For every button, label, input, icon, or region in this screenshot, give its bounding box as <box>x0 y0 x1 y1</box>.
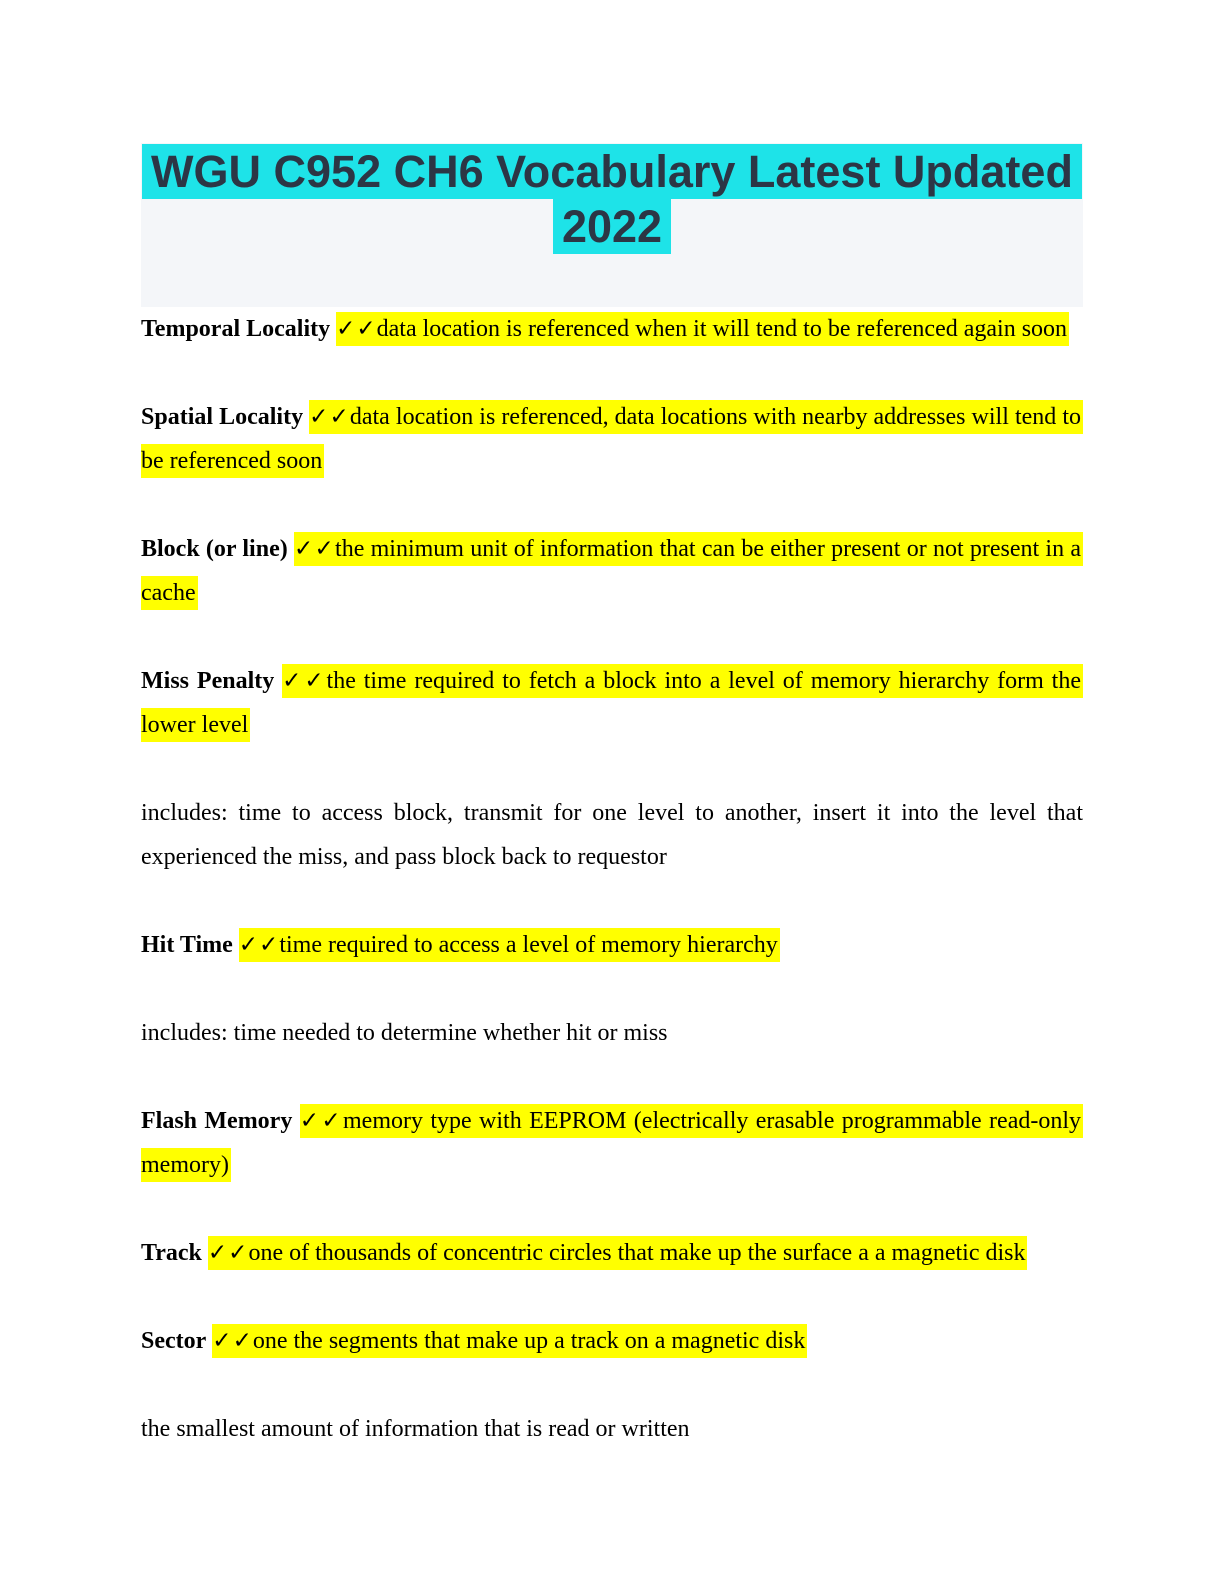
vocab-entry <box>141 659 1083 747</box>
note-paragraph <box>141 1011 1083 1055</box>
highlighted-definition <box>141 664 1083 742</box>
page-title <box>141 144 1083 254</box>
double-checkmark-icon: ✓✓ <box>309 404 350 430</box>
double-checkmark-icon: ✓✓ <box>293 536 336 562</box>
vocab-entry <box>141 395 1083 483</box>
definition-text: data location is referenced, data locations with nearby addresses will tend to be referenced soon <box>141 404 1082 474</box>
definition-text: time required to access a level of memory hierarchy <box>279 932 778 958</box>
note-text: includes: time to access block, transmit for one level to another, insert it into the level that experienced the miss, and pass block back to requestor <box>141 800 1083 870</box>
vocab-entry <box>141 1231 1083 1275</box>
definition-text: the time required to fetch a block into a level of memory hierarchy form the lower level <box>141 668 1082 738</box>
note-paragraph <box>141 791 1083 879</box>
double-checkmark-icon: ✓✓ <box>336 316 377 342</box>
vocab-term: Miss Penalty <box>141 668 275 694</box>
definition-text: one the segments that make up a track on a magnetic disk <box>252 1328 806 1354</box>
highlighted-definition <box>212 1324 807 1358</box>
vocab-entry <box>141 923 1083 967</box>
vocab-term: Track <box>141 1240 202 1266</box>
note-paragraph <box>141 1407 1083 1451</box>
vocab-term: Block (or line) <box>141 536 288 562</box>
double-checkmark-icon: ✓✓ <box>299 1108 344 1134</box>
vocab-entry <box>141 307 1083 351</box>
vocab-entry <box>141 1319 1083 1363</box>
note-text: includes: time needed to determine whether hit or miss <box>141 1020 668 1046</box>
definition-text: data location is referenced when it will tend to be referenced again soon <box>376 316 1068 342</box>
highlighted-definition <box>208 1236 1028 1270</box>
vocab-term: Flash Memory <box>141 1108 293 1134</box>
note-text: the smallest amount of information that is read or written <box>141 1416 690 1442</box>
vocab-entry <box>141 527 1083 615</box>
vocab-term: Sector <box>141 1328 207 1354</box>
double-checkmark-icon: ✓✓ <box>238 932 280 958</box>
vocab-term: Hit Time <box>141 932 233 958</box>
title-banner <box>141 143 1083 307</box>
page-title-highlight: WGU C952 CH6 Vocabulary Latest Updated 2022 <box>142 144 1082 254</box>
definition-text: memory type with EEPROM (electrically erasable programmable read-only memory) <box>141 1108 1082 1178</box>
vocab-term: Temporal Locality <box>141 316 331 342</box>
vocab-term: Spatial Locality <box>141 404 304 430</box>
vocabulary-list <box>141 307 1083 1451</box>
definition-text: the minimum unit of information that can be either present or not present in a cache <box>141 536 1082 606</box>
double-checkmark-icon: ✓✓ <box>282 668 327 694</box>
double-checkmark-icon: ✓✓ <box>212 1328 253 1354</box>
double-checkmark-icon: ✓✓ <box>207 1240 249 1266</box>
highlighted-definition <box>239 928 780 962</box>
highlighted-definition <box>336 312 1069 346</box>
vocab-entry <box>141 1099 1083 1187</box>
definition-text: one of thousands of concentric circles that make up the surface a a magnetic disk <box>248 1240 1026 1266</box>
